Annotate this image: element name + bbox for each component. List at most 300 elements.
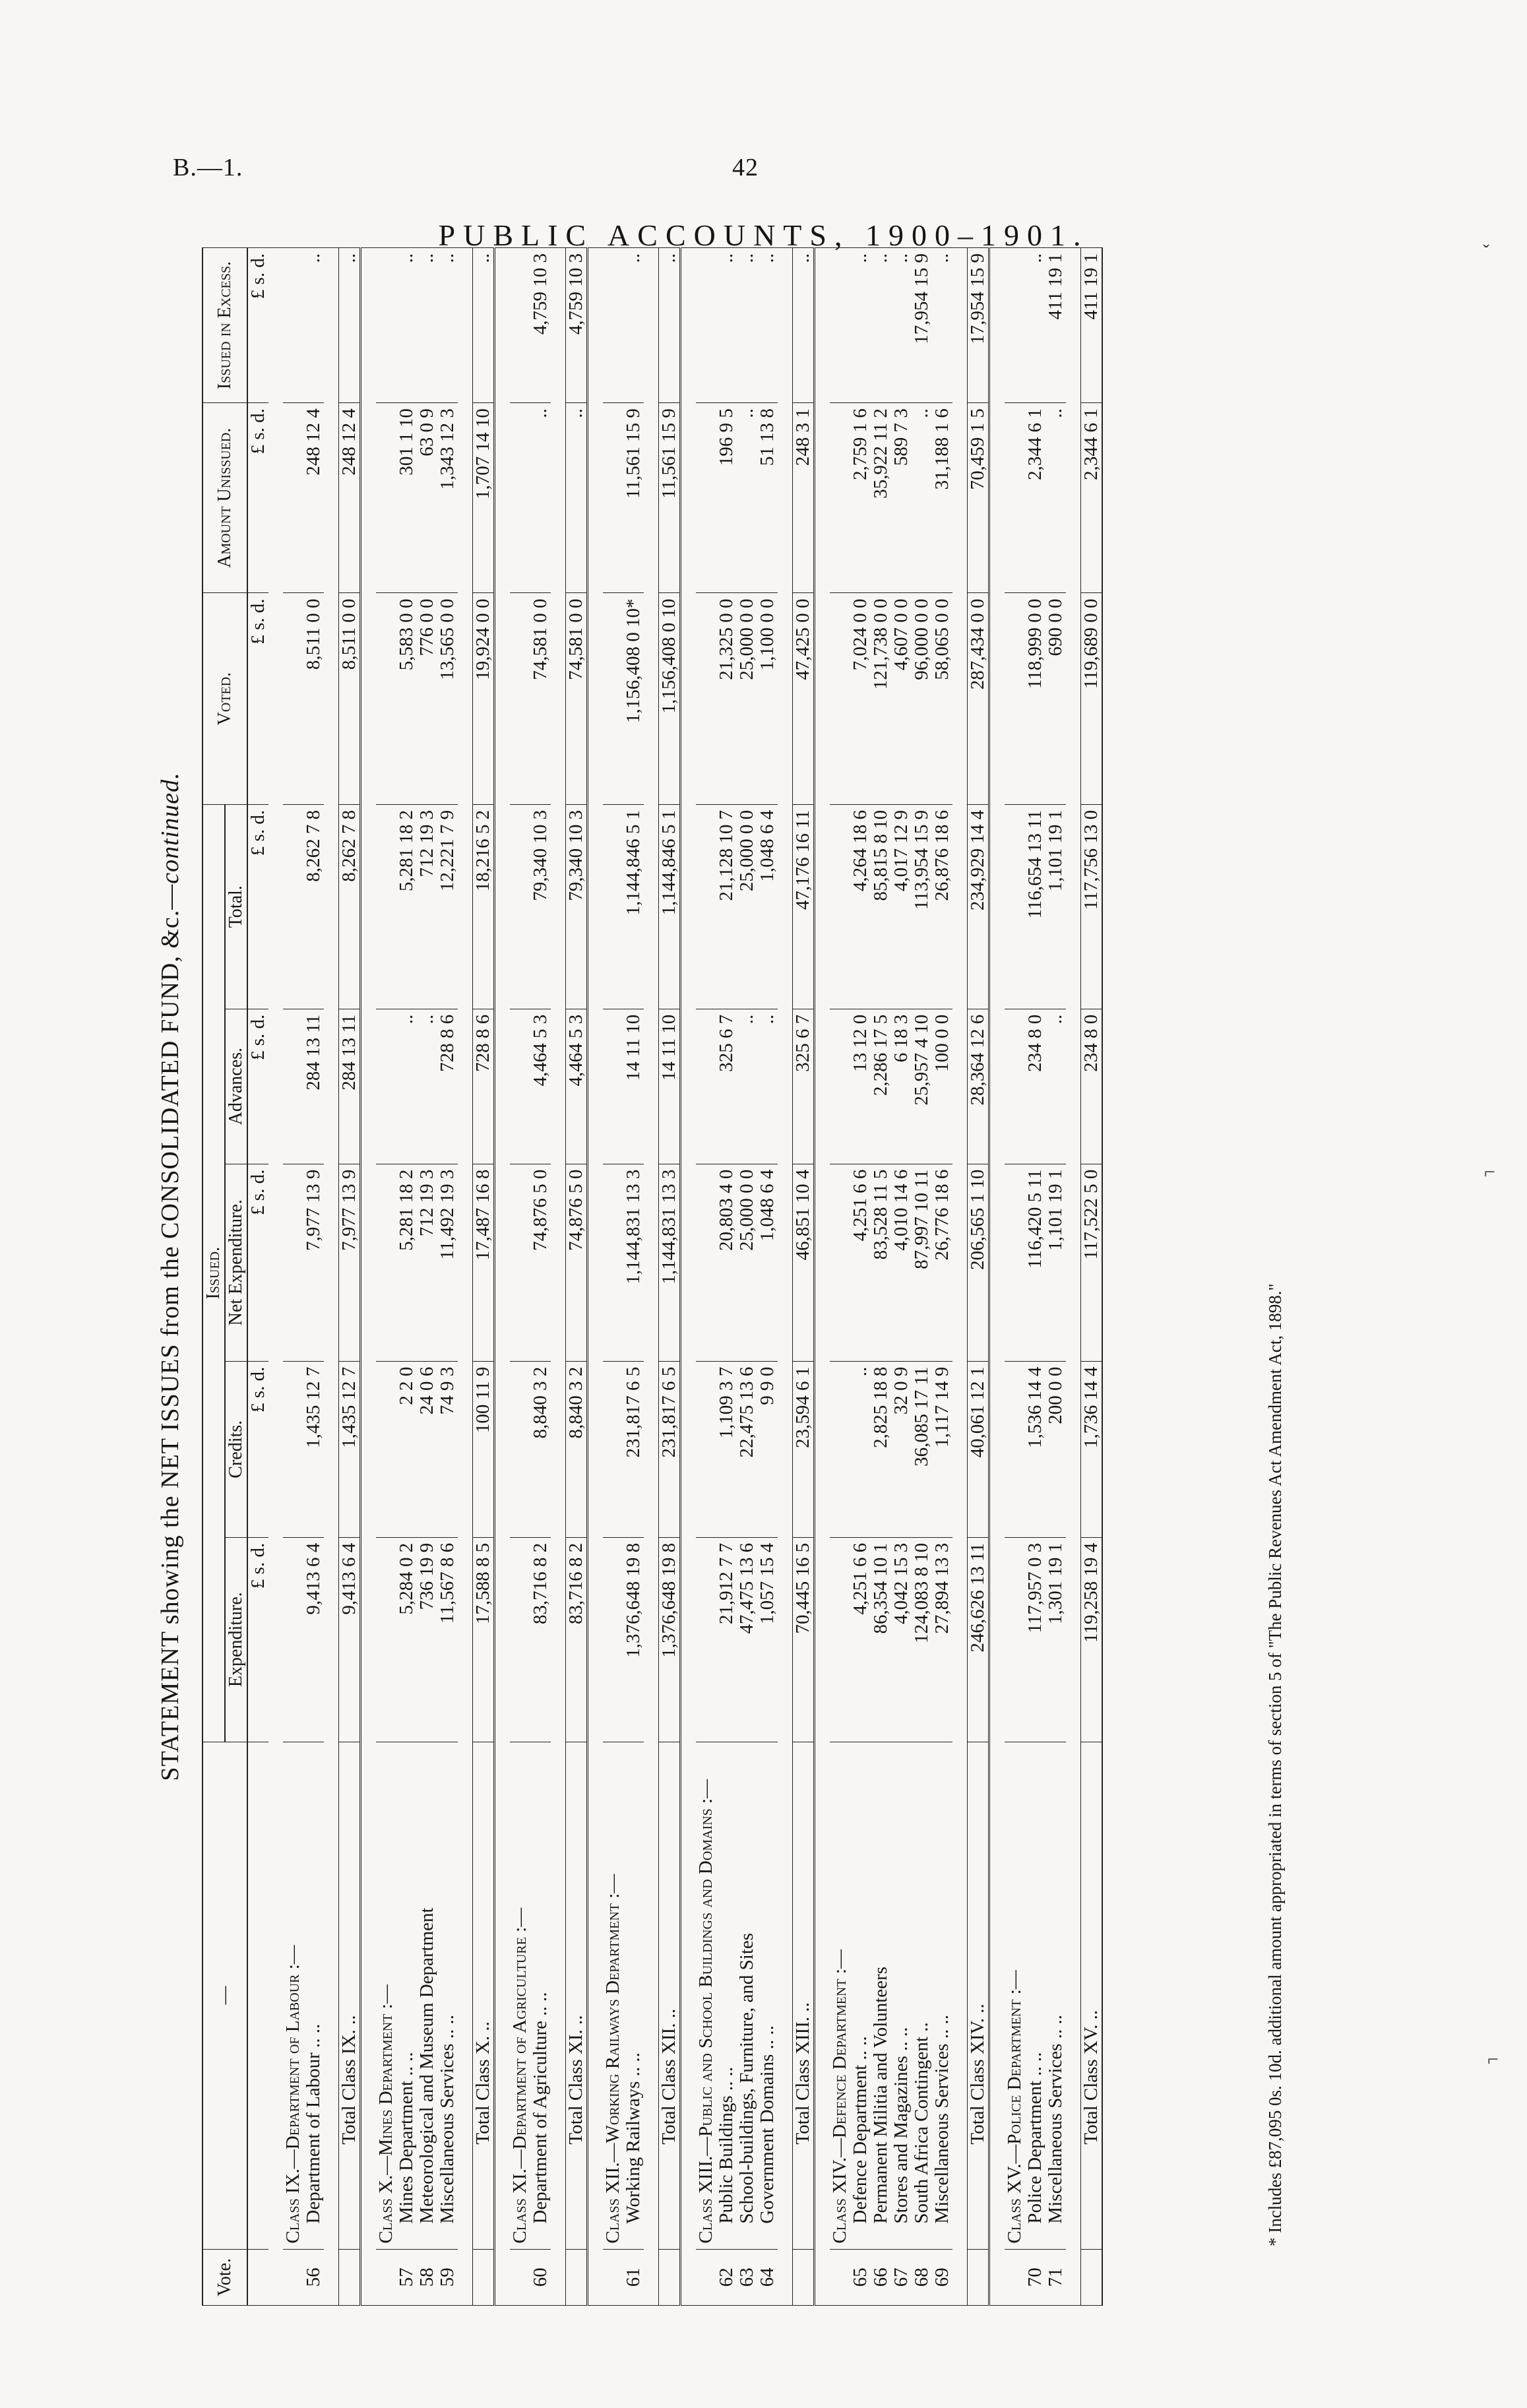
- empty-cell: [376, 1537, 396, 1742]
- total-net: 206,565 1 10: [968, 1164, 989, 1361]
- total-cred: 231,817 6 5: [659, 1361, 681, 1537]
- vote-description: Miscellaneous Services .. ..: [437, 2015, 458, 2224]
- amount-voted: 8,511 0 0: [303, 593, 324, 804]
- empty-cell: [510, 1537, 530, 1742]
- vote-cell: [659, 2249, 681, 2305]
- total-total: 47,176 16 11: [793, 804, 815, 1009]
- vote-description: Stores and Magazines .. ..: [890, 2027, 912, 2224]
- amount-cred: ..: [850, 1361, 871, 1537]
- vote-cell: [793, 2249, 815, 2305]
- amount-total: 113,954 15 9: [912, 804, 932, 1009]
- vote-number: 58: [417, 2249, 437, 2305]
- class-total-row: [968, 248, 989, 2306]
- amount-voted: 1,156,408 0 10*: [623, 593, 644, 804]
- empty-cell: [283, 1537, 303, 1742]
- vote-number: 63: [737, 2249, 757, 2305]
- amount-excess: ..: [303, 248, 324, 403]
- footnote: * Includes £87,095 0s. 10d. additional amount appropriated in terms of section 5 of "The Public Revenues Act Amendment Act, 1898.": [1265, 1283, 1285, 2246]
- amount-adv: 6 18 3: [891, 1009, 912, 1164]
- class-heading-row: [603, 248, 623, 2306]
- class-total-row: [793, 248, 815, 2306]
- vote-number: 56: [303, 2249, 324, 2305]
- amount-cred: 32 0 9: [891, 1361, 912, 1537]
- class-total-row: [659, 248, 681, 2306]
- amount-total: 85,815 8 10: [871, 804, 891, 1009]
- amount-unissued: ..: [912, 403, 932, 593]
- vote-cell: [339, 2249, 361, 2305]
- spacer-cell: [588, 248, 604, 2306]
- amount-total: 21,128 10 7: [716, 804, 737, 1009]
- vote-description-cell: [530, 1742, 551, 2249]
- margin-mark: ⌐: [1487, 2048, 1499, 2070]
- vote-cell: [1005, 2249, 1025, 2305]
- empty-cell: [696, 248, 716, 403]
- spacer-row: [324, 248, 339, 2306]
- amount-excess: ..: [417, 248, 437, 403]
- vote-row: [716, 248, 737, 2306]
- total-adv: 325 6 7: [793, 1009, 815, 1164]
- units-label: £ s. d.: [247, 1537, 268, 1742]
- header-expenditure: Expenditure.: [225, 1537, 247, 1742]
- empty-cell: [510, 804, 530, 1009]
- total-net: 17,487 16 8: [473, 1164, 495, 1361]
- amount-unissued: 2,759 1 6: [850, 403, 871, 593]
- header-net-expenditure: Net Expenditure.: [225, 1164, 247, 1361]
- class-heading-row: [696, 248, 716, 2306]
- empty-cell: [1005, 248, 1025, 403]
- vote-description: Department of Agriculture .. ..: [530, 1992, 551, 2224]
- amount-adv: 13 12 0: [850, 1009, 871, 1164]
- amount-unissued: 196 9 5: [716, 403, 737, 593]
- amount-exp: 9,413 6 4: [303, 1537, 324, 1742]
- amount-adv: 14 11 10: [623, 1009, 644, 1164]
- amount-total: 116,654 13 11: [1025, 804, 1045, 1009]
- amount-unissued: 63 0 9: [417, 403, 437, 593]
- vote-description: Miscellaneous Services .. ..: [931, 2015, 952, 2224]
- class-heading: Class IX.—Department of Labour :—: [282, 1945, 303, 2244]
- units-row: [247, 248, 268, 2306]
- spacer-cell: [458, 248, 473, 2306]
- amount-cred: 22,475 13 6: [737, 1361, 757, 1537]
- spacer-row: [458, 248, 473, 2306]
- vote-row: [530, 248, 551, 2306]
- total-adv: 28,364 12 6: [968, 1009, 989, 1164]
- empty-cell: [1005, 403, 1025, 593]
- vote-row: [850, 248, 871, 2306]
- amount-cred: 1,536 14 4: [1025, 1361, 1045, 1537]
- total-net: 46,851 10 4: [793, 1164, 815, 1361]
- vote-number: 59: [437, 2249, 458, 2305]
- amount-adv: 25,957 4 10: [912, 1009, 932, 1164]
- empty-cell: [376, 248, 396, 403]
- empty-cell: [283, 403, 303, 593]
- class-total-label-cell: [473, 1742, 495, 2249]
- class-heading: Class XII.—Working Railways Department :—: [602, 1874, 623, 2244]
- vote-description-cell: [1025, 1742, 1045, 2249]
- empty-cell: [376, 403, 396, 593]
- amount-total: 8,262 7 8: [303, 804, 324, 1009]
- total-exp: 119,258 19 4: [1081, 1537, 1103, 1742]
- amount-voted: 7,024 0 0: [850, 593, 871, 804]
- vote-description: Defence Department .. ..: [850, 2036, 871, 2224]
- spacer-row: [989, 248, 1005, 2306]
- class-heading: Class XIV.—Defence Department :—: [829, 1949, 850, 2244]
- vote-cell: [1081, 2249, 1103, 2305]
- total-adv: 4,464 5 3: [566, 1009, 588, 1164]
- total-exp: 1,376,648 19 8: [659, 1537, 681, 1742]
- vote-row: [1025, 248, 1045, 2306]
- vote-cell: [696, 2249, 716, 2305]
- spacer-row: [778, 248, 793, 2306]
- spacer-row: [952, 248, 968, 2306]
- vote-row: [437, 248, 458, 2306]
- spacer-row: [495, 248, 511, 2306]
- spacer-cell: [952, 248, 968, 2306]
- total-adv: 14 11 10: [659, 1009, 681, 1164]
- vote-row: [871, 248, 891, 2306]
- amount-exp: 11,567 8 6: [437, 1537, 458, 1742]
- header-vote: Vote.: [203, 2249, 247, 2305]
- class-total-label-cell: [339, 1742, 361, 2249]
- total-adv: 234 8 0: [1081, 1009, 1103, 1164]
- vote-cell: [473, 2249, 495, 2305]
- empty-cell: [283, 593, 303, 804]
- class-heading-cell: [830, 1742, 850, 2249]
- amount-cred: 1,109 3 7: [716, 1361, 737, 1537]
- total-total: 1,144,846 5 1: [659, 804, 681, 1009]
- amount-voted: 58,065 0 0: [932, 593, 952, 804]
- empty-cell: [830, 804, 850, 1009]
- amount-excess: 4,759 10 3: [530, 248, 551, 403]
- amount-exp: 83,716 8 2: [530, 1537, 551, 1742]
- total-cred: 8,840 3 2: [566, 1361, 588, 1537]
- amount-adv: ..: [737, 1009, 757, 1164]
- total-excess: ..: [473, 248, 495, 403]
- spacer-row: [551, 248, 566, 2306]
- vote-description-cell: [850, 1742, 871, 2249]
- empty-cell: [510, 403, 530, 593]
- vote-row: [417, 248, 437, 2306]
- vote-number: 64: [757, 2249, 778, 2305]
- vote-row: [1045, 248, 1066, 2306]
- table-body: [247, 248, 1102, 2306]
- empty-cell: [603, 1361, 623, 1537]
- amount-exp: 736 19 9: [417, 1537, 437, 1742]
- total-unissued: 248 3 1: [793, 403, 815, 593]
- total-excess: 4,759 10 3: [566, 248, 588, 403]
- vote-cell: [830, 2249, 850, 2305]
- amount-total: 712 19 3: [417, 804, 437, 1009]
- amount-excess: ..: [871, 248, 891, 403]
- amount-total: 4,264 18 6: [850, 804, 871, 1009]
- amount-excess: ..: [623, 248, 644, 403]
- empty-cell: [696, 1164, 716, 1361]
- total-unissued: 248 12 4: [339, 403, 361, 593]
- empty-cell: [696, 804, 716, 1009]
- amount-total: 25,000 0 0: [737, 804, 757, 1009]
- amount-exp: 124,083 8 10: [912, 1537, 932, 1742]
- empty-cell: [830, 248, 850, 403]
- amount-excess: ..: [716, 248, 737, 403]
- spacer-row: [681, 248, 697, 2306]
- header-amount-unissued: Amount Unissued.: [203, 403, 247, 593]
- class-heading-row: [283, 248, 303, 2306]
- units-label: £ s. d.: [247, 804, 268, 1009]
- page-number: 42: [732, 154, 759, 181]
- total-unissued: 1,707 14 10: [473, 403, 495, 593]
- amount-total: 79,340 10 3: [530, 804, 551, 1009]
- net-issues-table: [202, 247, 1103, 2306]
- vote-row: [891, 248, 912, 2306]
- amount-adv: 2,286 17 5: [871, 1009, 891, 1164]
- amount-net: 4,251 6 6: [850, 1164, 871, 1361]
- class-heading-cell: [510, 1742, 530, 2249]
- amount-adv: ..: [757, 1009, 778, 1164]
- empty-cell: [510, 1164, 530, 1361]
- header-issued-in-excess: Issued in Excess.: [203, 248, 247, 403]
- amount-adv: ..: [396, 1009, 417, 1164]
- class-heading-row: [1005, 248, 1025, 2306]
- amount-voted: 1,100 0 0: [757, 593, 778, 804]
- amount-voted: 776 0 0: [417, 593, 437, 804]
- vote-description-cell: [623, 1742, 644, 2249]
- empty-cell: [696, 1009, 716, 1164]
- header-total: Total.: [225, 804, 247, 1009]
- total-cred: 100 11 9: [473, 1361, 495, 1537]
- amount-voted: 25,000 0 0: [737, 593, 757, 804]
- page-title: PUBLIC ACCOUNTS, 1900–1901.: [438, 218, 1089, 252]
- amount-unissued: 301 1 10: [396, 403, 417, 593]
- total-voted: 19,924 0 0: [473, 593, 495, 804]
- vote-description: Working Railways .. ..: [623, 2052, 644, 2224]
- page-reference: B.—1.: [173, 154, 243, 181]
- total-total: 18,216 5 2: [473, 804, 495, 1009]
- empty-cell: [603, 593, 623, 804]
- amount-cred: 1,435 12 7: [303, 1361, 324, 1537]
- amount-total: 1,101 19 1: [1045, 804, 1066, 1009]
- empty-cell: [1005, 593, 1025, 804]
- total-voted: 8,511 0 0: [339, 593, 361, 804]
- amount-net: 20,803 4 0: [716, 1164, 737, 1361]
- vote-number: 71: [1045, 2249, 1066, 2305]
- vote-description: Miscellaneous Services .. ..: [1045, 2015, 1066, 2224]
- spacer-cell: [361, 248, 377, 2306]
- amount-cred: 36,085 17 11: [912, 1361, 932, 1537]
- total-voted: 1,156,408 0 10: [659, 593, 681, 804]
- class-total-label: Total Class XIII. ..: [792, 2002, 813, 2145]
- vote-description: School-buildings, Furniture, and Sites: [736, 1932, 757, 2224]
- empty-cell: [830, 593, 850, 804]
- class-heading-cell: [283, 1742, 303, 2249]
- class-heading-row: [510, 248, 530, 2306]
- amount-total: 1,144,846 5 1: [623, 804, 644, 1009]
- header-voted: Voted.: [203, 593, 247, 804]
- empty-cell: [510, 593, 530, 804]
- vote-description-cell: [716, 1742, 737, 2249]
- empty-cell: [830, 1537, 850, 1742]
- vote-number: 68: [912, 2249, 932, 2305]
- total-unissued: 11,561 15 9: [659, 403, 681, 593]
- amount-cred: 8,840 3 2: [530, 1361, 551, 1537]
- empty-cell: [1005, 1009, 1025, 1164]
- spacer-cell: [815, 248, 830, 2306]
- total-excess: ..: [339, 248, 361, 403]
- amount-net: 74,876 5 0: [530, 1164, 551, 1361]
- units-label: £ s. d.: [247, 593, 268, 804]
- empty-cell: [603, 403, 623, 593]
- total-total: 8,262 7 8: [339, 804, 361, 1009]
- vote-cell: [968, 2249, 989, 2305]
- empty-cell: [283, 804, 303, 1009]
- empty-cell: [696, 593, 716, 804]
- spacer-row: [588, 248, 604, 2306]
- vote-description: Public Buildings .. ..: [716, 2066, 737, 2224]
- amount-unissued: 2,344 6 1: [1025, 403, 1045, 593]
- total-unissued: ..: [566, 403, 588, 593]
- vote-row: [737, 248, 757, 2306]
- amount-unissued: ..: [530, 403, 551, 593]
- amount-cred: 9 9 0: [757, 1361, 778, 1537]
- vote-row: [396, 248, 417, 2306]
- class-heading: Class X.—Mines Department :—: [375, 1984, 396, 2244]
- spacer-row: [361, 248, 377, 2306]
- class-total-label-cell: [968, 1742, 989, 2249]
- total-unissued: 70,459 1 5: [968, 403, 989, 593]
- margin-mark: ˇ: [1483, 241, 1489, 263]
- units-label: £ s. d.: [247, 1009, 268, 1164]
- empty-cell: [603, 1009, 623, 1164]
- total-voted: 47,425 0 0: [793, 593, 815, 804]
- class-total-label: Total Class X. ..: [472, 2021, 493, 2145]
- vote-description-cell: [1045, 1742, 1066, 2249]
- total-unissued: 2,344 6 1: [1081, 403, 1103, 593]
- amount-net: 11,492 19 3: [437, 1164, 458, 1361]
- empty-cell: [830, 1164, 850, 1361]
- header-advances: Advances.: [225, 1009, 247, 1164]
- class-heading-cell: [696, 1742, 716, 2249]
- class-total-label-cell: [793, 1742, 815, 2249]
- amount-cred: 1,117 14 9: [932, 1361, 952, 1537]
- class-heading-cell: [603, 1742, 623, 2249]
- header-issued: Issued.: [203, 804, 225, 1742]
- amount-total: 5,281 18 2: [396, 804, 417, 1009]
- total-total: 117,756 13 0: [1081, 804, 1103, 1009]
- empty-cell: [830, 1009, 850, 1164]
- amount-excess: ..: [757, 248, 778, 403]
- amount-unissued: ..: [1045, 403, 1066, 593]
- amount-adv: 234 8 0: [1025, 1009, 1045, 1164]
- amount-unissued: 51 13 8: [757, 403, 778, 593]
- vote-number: 57: [396, 2249, 417, 2305]
- amount-exp: 117,957 0 3: [1025, 1537, 1045, 1742]
- amount-exp: 86,354 10 1: [871, 1537, 891, 1742]
- vote-number: 61: [623, 2249, 644, 2305]
- vote-description-cell: [303, 1742, 324, 2249]
- vote-description-cell: [437, 1742, 458, 2249]
- total-excess: 411 19 1: [1081, 248, 1103, 403]
- empty-cell: [510, 1009, 530, 1164]
- class-total-label: Total Class XIV. ..: [967, 2004, 988, 2145]
- total-excess: ..: [659, 248, 681, 403]
- class-heading-cell: [376, 1742, 396, 2249]
- amount-adv: 4,464 5 3: [530, 1009, 551, 1164]
- total-net: 1,144,831 13 3: [659, 1164, 681, 1361]
- empty-cell: [376, 1164, 396, 1361]
- total-total: 234,929 14 4: [968, 804, 989, 1009]
- amount-net: 87,997 10 11: [912, 1164, 932, 1361]
- empty-cell: [376, 804, 396, 1009]
- empty-cell: [830, 1361, 850, 1537]
- empty-cell: [283, 248, 303, 403]
- empty-cell: [696, 1537, 716, 1742]
- class-heading-cell: [1005, 1742, 1025, 2249]
- amount-cred: 200 0 0: [1045, 1361, 1066, 1537]
- total-net: 74,876 5 0: [566, 1164, 588, 1361]
- header-description: —: [203, 1742, 247, 2249]
- amount-exp: 1,376,648 19 8: [623, 1537, 644, 1742]
- vote-description-cell: [417, 1742, 437, 2249]
- total-voted: 119,689 0 0: [1081, 593, 1103, 804]
- total-exp: 17,588 8 5: [473, 1537, 495, 1742]
- amount-adv: ..: [417, 1009, 437, 1164]
- empty-cell: [1005, 1164, 1025, 1361]
- vote-description: Government Domains .. ..: [757, 2025, 778, 2224]
- margin-mark: ⌐: [1484, 1161, 1495, 1183]
- class-total-label: Total Class IX. ..: [338, 2015, 359, 2145]
- amount-adv: 325 6 7: [716, 1009, 737, 1164]
- amount-excess: ..: [1025, 248, 1045, 403]
- total-total: 79,340 10 3: [566, 804, 588, 1009]
- vote-number: 66: [871, 2249, 891, 2305]
- vote-description-cell: [932, 1742, 952, 2249]
- amount-adv: 100 0 0: [932, 1009, 952, 1164]
- amount-excess: ..: [932, 248, 952, 403]
- vote-cell: [603, 2249, 623, 2305]
- vote-description: Meteorological and Museum Department: [416, 1907, 437, 2224]
- amount-unissued: 31,188 1 6: [932, 403, 952, 593]
- empty-cell: [376, 1009, 396, 1164]
- empty-cell: [376, 1361, 396, 1537]
- amount-unissued: 589 7 3: [891, 403, 912, 593]
- vote-row: [303, 248, 324, 2306]
- amount-net: 1,144,831 13 3: [623, 1164, 644, 1361]
- units-label: £ s. d.: [247, 1361, 268, 1537]
- spacer-row: [1066, 248, 1081, 2306]
- class-heading: Class XI.—Department of Agriculture :—: [509, 1907, 530, 2244]
- spacer-row: [815, 248, 830, 2306]
- total-voted: 287,434 0 0: [968, 593, 989, 804]
- amount-voted: 118,999 0 0: [1025, 593, 1045, 804]
- amount-exp: 47,475 13 6: [737, 1537, 757, 1742]
- spacer-cell: [778, 248, 793, 2306]
- spacer-cell: [495, 248, 511, 2306]
- class-total-row: [1081, 248, 1103, 2306]
- amount-voted: 21,325 0 0: [716, 593, 737, 804]
- spacer-cell: [681, 248, 697, 2306]
- vote-number: 65: [850, 2249, 871, 2305]
- units-label: £ s. d.: [247, 1164, 268, 1361]
- total-exp: 70,445 16 5: [793, 1537, 815, 1742]
- vote-row: [757, 248, 778, 2306]
- empty-cell: [830, 403, 850, 593]
- empty-cell: [283, 1009, 303, 1164]
- total-adv: 284 13 11: [339, 1009, 361, 1164]
- class-total-label: Total Class XV. ..: [1080, 2010, 1102, 2145]
- total-exp: 246,626 13 11: [968, 1537, 989, 1742]
- class-heading-row: [376, 248, 396, 2306]
- vote-description: Police Department .. ..: [1024, 2052, 1045, 2224]
- table-caption-continued: continued.: [156, 772, 184, 884]
